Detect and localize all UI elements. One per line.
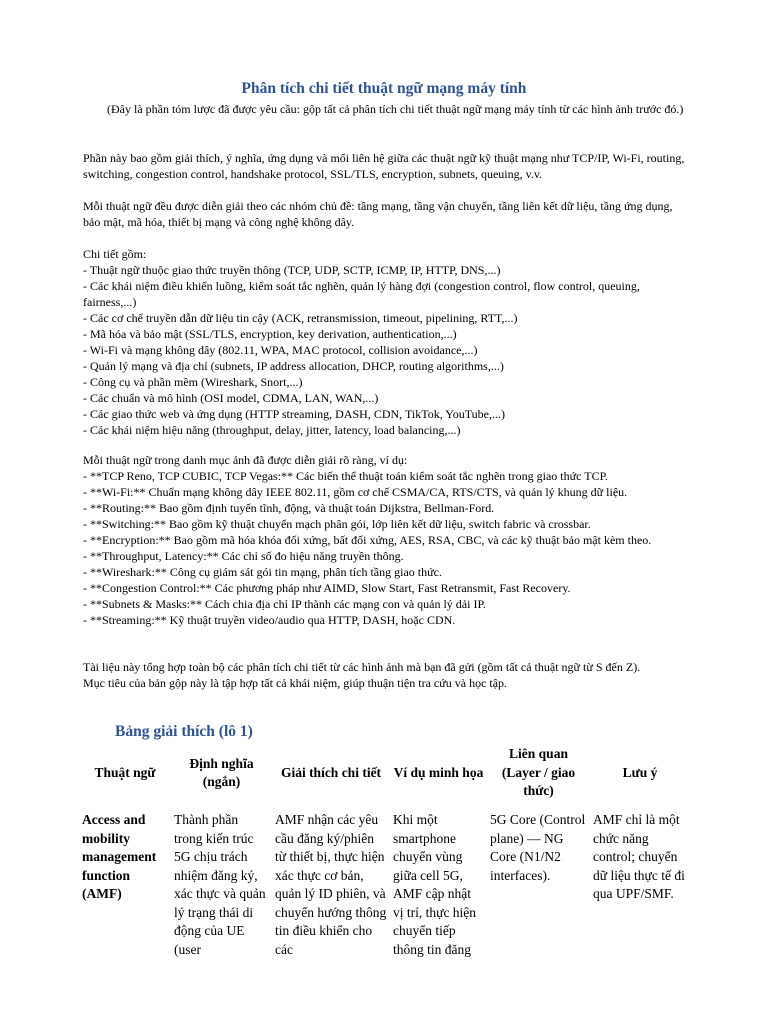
table-title: Bảng giải thích (lô 1) [115, 723, 253, 740]
list-item: - Các khái niệm hiệu năng (throughput, delay, jitter, latency, load balancing,...) [83, 423, 461, 437]
column-header-related: Liên quan (Layer / giao thức) [501, 746, 576, 799]
table-header-row [79, 740, 690, 806]
list-item: - **Encryption:** Bao gồm mã hóa khóa đối xứng, bất đối xứng, AES, RSA, CBC, và các kỹ thuật bảo mật kèm theo. [83, 533, 652, 547]
list-item: - **Congestion Control:** Các phương pháp như AIMD, Slow Start, Fast Retransmit, Fast Recovery. [83, 581, 571, 595]
closing-line: Tài liệu này tổng hợp toàn bộ các phân tích chi tiết từ các hình ảnh mà bạn đã gửi (gồm tất cả thuật ngữ từ S đến Z). [83, 660, 641, 674]
intro-paragraph [83, 101, 691, 117]
list-item: - **TCP Reno, TCP CUBIC, TCP Vegas:** Các biến thể thuật toán kiểm soát tắc nghẽn trong giao thức TCP. [83, 469, 608, 483]
list-item: - Công cụ và phần mềm (Wireshark, Snort,...) [83, 375, 303, 389]
details-heading: Chi tiết gồm: [83, 247, 147, 261]
list-item: - **Throughput, Latency:** Các chỉ số đo hiệu năng truyền thông. [83, 549, 404, 563]
list-item: - Các giao thức web và ứng dụng (HTTP streaming, DASH, CDN, TikTok, YouTube,...) [83, 407, 505, 421]
closing-paragraph [83, 659, 691, 691]
list-item: - **Streaming:** Kỹ thuật truyền video/audio qua HTTP, DASH, hoặc CDN. [83, 613, 456, 627]
column-header-detail: Giải thích chi tiết [280, 764, 382, 780]
cell-detail: AMF nhận các yêu cầu đăng ký/phiên từ thiết bị, thực hiện xác thực cơ bản, quản lý ID phiên, và chuyển hướng thông tin điều khiển cho các [275, 812, 387, 957]
cell-example: Khi một smartphone chuyển vùng giữa cell 5G, AMF cập nhật vị trí, thực hiện chuyển tiếp thông tin đăng [393, 812, 477, 957]
list-item: - **Subnets & Masks:** Cách chia địa chỉ IP thành các mạng con và quản lý dải IP. [83, 597, 486, 611]
table-row [79, 806, 690, 964]
list-item: - **Routing:** Bao gồm định tuyến tĩnh, động, và thuật toán Dijkstra, Bellman-Ford. [83, 501, 495, 515]
list-item: - Các cơ chế truyền dẫn dữ liệu tin cậy (ACK, retransmission, timeout, pipelining, RTT,...) [83, 311, 518, 325]
list-item: - **Switching:** Bao gồm kỹ thuật chuyển mạch phân gói, lớp liên kết dữ liệu, switch fabric và crossbar. [83, 517, 591, 531]
paragraph-1-text: Phần này bao gồm giải thích, ý nghĩa, ứng dụng và mối liên hệ giữa các thuật ngữ kỹ thuật mạng như TCP/IP, Wi-Fi, routing, switching, congestion control, handshake protocol, SSL/TLS, encryption, subnets, queuing, v.v. [83, 151, 685, 181]
list-item: - Các khái niệm điều khiển luồng, kiểm soát tắc nghẽn, quản lý hàng đợi (congestion control, flow control, queuing, fairness,...) [83, 279, 640, 309]
list-item: - Mã hóa và bảo mật (SSL/TLS, encryption, key derivation, authentication,...) [83, 327, 457, 341]
column-header-example: Ví dụ minh họa [393, 764, 484, 780]
column-header-note: Lưu ý [622, 764, 658, 780]
list-item: - Các chuẩn và mô hình (OSI model, CDMA, LAN, WAN,...) [83, 391, 379, 405]
intro-text: (Đây là phần tóm lược đã được yêu cầu: gộp tất cả phân tích chi tiết thuật ngữ mạng máy tính từ các hình ảnh trước đó.) [107, 102, 684, 116]
examples-list [83, 452, 691, 628]
cell-definition: Thành phần trong kiến trúc 5G chịu trách nhiệm đăng ký, xác thực và quản lý trạng thái di động của UE (user [174, 812, 266, 957]
details-list [83, 246, 691, 438]
paragraph-2-text: Mỗi thuật ngữ đều được diễn giải theo các nhóm chủ đề: tầng mạng, tầng vận chuyển, tầng liên kết dữ liệu, tầng ứng dụng, bảo mật, mã hóa, thiết bị mạng và công nghệ không dây. [83, 199, 673, 229]
list-item: - Thuật ngữ thuộc giao thức truyền thông (TCP, UDP, SCTP, ICMP, IP, HTTP, DNS,...) [83, 263, 501, 277]
column-header-definition: Định nghĩa (ngắn) [189, 755, 254, 789]
list-item: - Quản lý mạng và địa chỉ (subnets, IP address allocation, DHCP, routing algorithms,...) [83, 359, 504, 373]
glossary-table [79, 740, 690, 964]
cell-term: Access and mobility management function (AMF) [82, 812, 157, 901]
closing-line: Mục tiêu của bản gộp này là tập hợp tất cả khái niệm, giúp thuận tiện tra cứu và học tập. [83, 676, 508, 690]
list-item: - **Wireshark:** Công cụ giám sát gói tin mạng, phân tích tầng giao thức. [83, 565, 442, 579]
column-header-term: Thuật ngữ [94, 764, 156, 780]
cell-note: AMF chỉ là một chức năng control; chuyển dữ liệu thực tế đi qua UPF/SMF. [593, 812, 685, 901]
cell-related: 5G Core (Control plane) — NG Core (N1/N2 interfaces). [490, 812, 586, 883]
paragraph-1 [83, 150, 691, 182]
list-item: - Wi-Fi và mạng không dây (802.11, WPA, MAC protocol, collision avoidance,...) [83, 343, 478, 357]
document-title: Phân tích chi tiết thuật ngữ mạng máy tính [241, 80, 527, 97]
examples-heading: Mỗi thuật ngữ trong danh mục ảnh đã được diễn giải rõ ràng, ví dụ: [83, 453, 408, 467]
paragraph-2 [83, 198, 691, 230]
list-item: - **Wi-Fi:** Chuẩn mạng không dây IEEE 802.11, gồm cơ chế CSMA/CA, RTS/CTS, và quản lý khung dữ liệu. [83, 485, 628, 499]
